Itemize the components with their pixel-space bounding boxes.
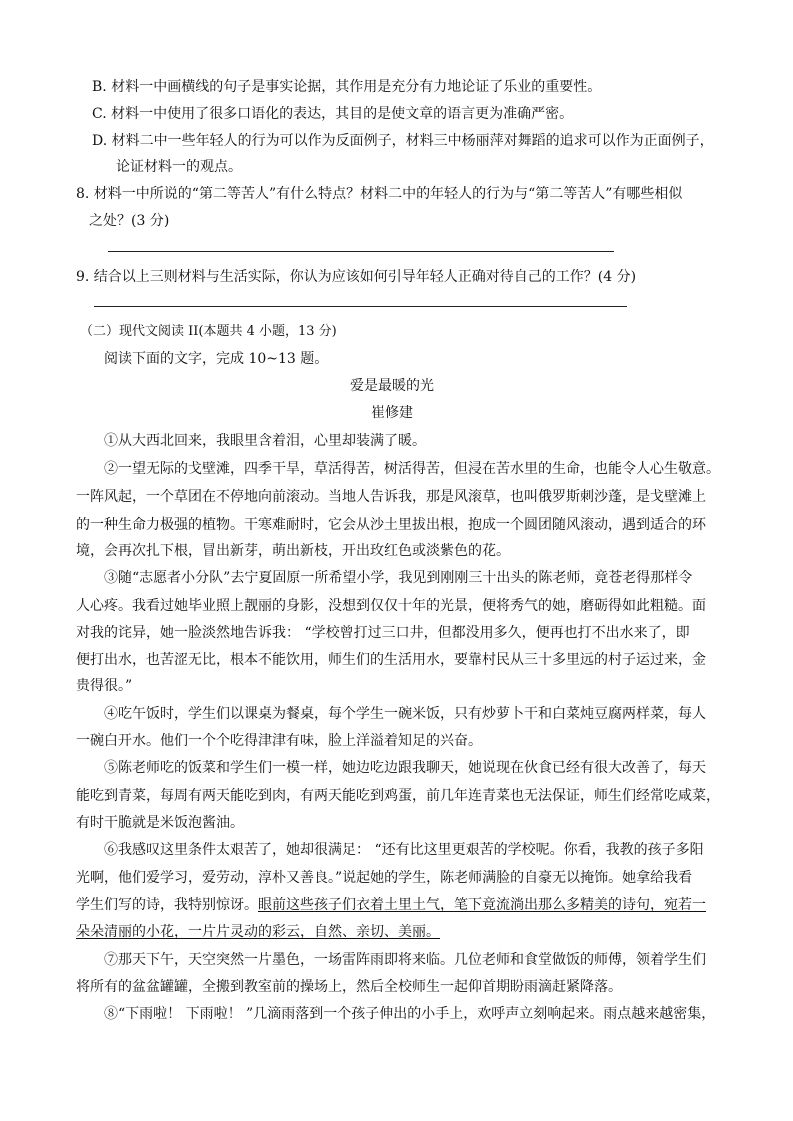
underlined-sentence: 眼前这些孩子们衣着土里土气，笔下竟流淌出那么多精美的诗句，宛若一 <box>258 897 706 913</box>
paragraph-2-line-3: 的一种生命力极强的植物。干寒难耐时，它会从沙土里拔出根，抱成一个圆团随风滚动，遇到适合的环 <box>76 517 706 533</box>
paragraph-4-line-2: 一碗白开水。他们一个个吃得津津有味，脸上洋溢着知足的兴奋。 <box>76 733 482 749</box>
section-heading: （二）现代文阅读 II(本题共 4 小题，13 分) <box>80 324 337 339</box>
answer-line-q8 <box>108 251 614 252</box>
underlined-sentence-continued: 朵朵清丽的小花，一片片灵动的彩云，自然、亲切、美丽。 <box>76 924 440 940</box>
article-author: 崔修建 <box>371 405 413 421</box>
paragraph-5-line-1: ⑤陈老师吃的饭菜和学生们一模一样，她边吃边跟我聊天，她说现在伙食已经有很大改善了，每天 <box>104 760 706 776</box>
option-d-continued: 论证材料一的观点。 <box>116 159 242 175</box>
article-title: 爱是最暖的光 <box>350 378 434 394</box>
paragraph-6-line-2: 光啊，他们爱学习，爱劳动，淳朴又善良。”说起她的学生，陈老师满脸的自豪无以掩饰。她拿给我看 <box>76 870 693 886</box>
answer-line-q9 <box>94 306 627 307</box>
question-8-line-1: 8. 材料一中所说的“第二等苦人”有什么特点？材料二中的年轻人的行为与“第二等苦人”有哪些相似 <box>76 186 683 202</box>
paragraph-3-line-1: ③随“志愿者小分队”去宁夏固原一所希望小学，我见到刚刚三十出头的陈老师，竟苍老得那样令 <box>104 570 693 586</box>
paragraph-2-line-4: 境，会再次扎下根，冒出新芽，萌出新枝，开出玫红色或淡紫色的花。 <box>76 543 510 559</box>
paragraph-4-line-1: ④吃午饭时，学生们以课桌为餐桌，每个学生一碗米饭，只有炒萝卜干和白菜炖豆腐两样菜，每人 <box>104 706 706 722</box>
section-instruction: 阅读下面的文字，完成 10~13 题。 <box>104 351 329 367</box>
paragraph-3-line-4: 便打出水，也苦涩无比，根本不能饮用，师生们的生活用水，要靠村民从三十多里远的村子运过来，金 <box>76 652 706 668</box>
paragraph-6-line-3: 学生们写的诗，我特别惊讶。眼前这些孩子们衣着土里土气，笔下竟流淌出那么多精美的诗句，宛若一 <box>76 897 706 913</box>
paragraph-1: ①从大西北回来，我眼里含着泪，心里却装满了暖。 <box>104 433 426 449</box>
option-c: C. 材料一中使用了很多口语化的表达，其目的是使文章的语言更为准确严密。 <box>92 106 574 122</box>
paragraph-5-line-2: 能吃到青菜，每周有两天能吃到肉，有两天能吃到鸡蛋，前几年连青菜也无法保证，师生们经常吃咸菜， <box>76 788 720 804</box>
question-8-line-2: 之处？(3 分) <box>89 213 170 229</box>
option-b: B. 材料一中画横线的句子是事实论据，其作用是充分有力地论证了乐业的重要性。 <box>92 79 602 95</box>
paragraph-6-line-1: ⑥我感叹这里条件太艰苦了，她却很满足： “还有比这里更艰苦的学校呢。你看，我教的孩子多阳 <box>104 842 704 858</box>
option-d: D. 材料二中一些年轻人的行为可以作为反面例子，材料三中杨丽萍对舞蹈的追求可以作为正面例子， <box>92 133 714 149</box>
paragraph-3-line-3: 对我的诧异，她一脸淡然地告诉我： “学校曾打过三口井，但都没用多久，便再也打不出水来了，即 <box>76 625 690 641</box>
question-9: 9. 结合以上三则材料与生活实际，你认为应该如何引导年轻人正确对待自己的工作？(4 分) <box>76 269 637 285</box>
paragraph-7-line-1: ⑦那天下午，天空突然一片墨色，一场雷阵雨即将来临。几位老师和食堂做饭的师傅，领着学生们 <box>104 952 706 968</box>
paragraph-7-line-2: 将所有的盆盆罐罐，全搬到教室前的操场上，然后全校师生一起仰首期盼雨滴赶紧降落。 <box>76 979 622 995</box>
paragraph-3-line-5: 贵得很。” <box>76 678 133 694</box>
paragraph-2-line-1: ②一望无际的戈壁滩，四季干旱，草活得苦，树活得苦，但浸在苦水里的生命，也能令人心生敬意。 <box>104 461 720 477</box>
paragraph-8-line-1: ⑧“下雨啦！ 下雨啦！ ”几滴雨落到一个孩子伸出的小手上，欢呼声立刻响起来。雨点越来越密集， <box>104 1006 716 1022</box>
paragraph-3-line-2: 人心疼。我看过她毕业照上靓丽的身影，没想到仅仅十年的光景，便将秀气的她，磨砺得如此粗糙。面 <box>76 598 706 614</box>
paragraph-2-line-2: 一阵风起，一个草团在不停地向前滚动。当地人告诉我，那是风滚草，也叫俄罗斯刺沙蓬，是戈壁滩上 <box>76 489 706 505</box>
paragraph-5-line-3: 有时干脆就是米饭泡酱油。 <box>76 815 244 831</box>
